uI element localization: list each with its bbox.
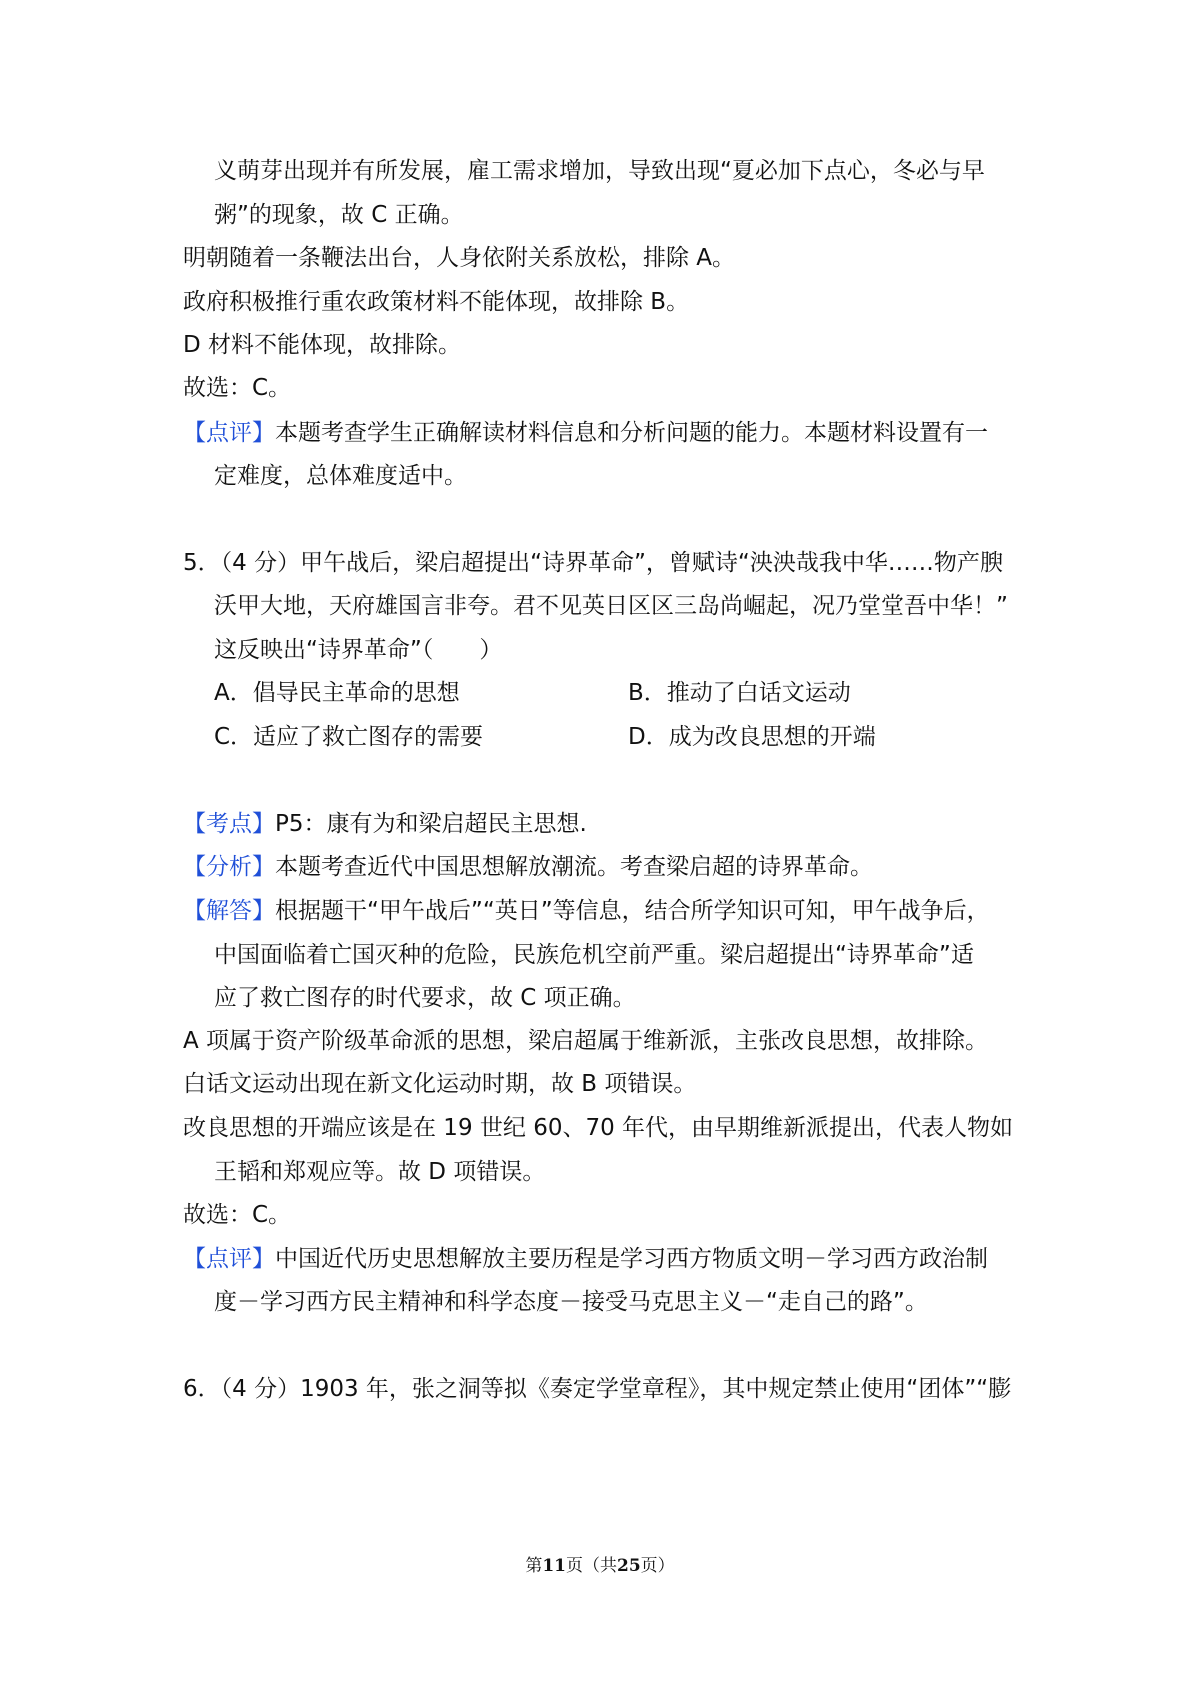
jieda-text: 根据题干“甲午战后”“英日”等信息，结合所学知识可知，甲午战争后， — [275, 898, 990, 924]
comment-text: 本题考查学生正确解读材料信息和分析问题的能力。本题材料设置有一 — [275, 420, 988, 446]
q5-option-c: C．适应了救亡图存的需要 — [214, 724, 484, 750]
prev-answer: 故选：C。 — [183, 375, 292, 401]
prev-analysis-line-2: 粥”的现象，故 C 正确。 — [214, 202, 464, 228]
prev-exclusion-d: D 材料不能体现，故排除。 — [183, 332, 462, 358]
q5-exclusion-b: 白话文运动出现在新文化运动时期，故 B 项错误。 — [183, 1071, 697, 1097]
q5-jieda — [183, 896, 990, 926]
q5-kaodian — [183, 809, 587, 839]
q5-dianping — [183, 1244, 988, 1274]
prev-exclusion-a: 明朝随着一条鞭法出台，人身依附关系放松，排除 A。 — [183, 245, 736, 271]
footer-prefix: 第 — [525, 1556, 543, 1576]
fenxi-tag: 【分析】 — [183, 854, 275, 880]
fenxi-text: 本题考查近代中国思想解放潮流。考查梁启超的诗界革命。 — [275, 854, 873, 880]
q5-stem-line-3: 这反映出“诗界革命”（ ） — [214, 637, 503, 663]
q5-exclusion-d-line-1: 改良思想的开端应该是在 19 世纪 60、70 年代，由早期维新派提出，代表人物如 — [183, 1115, 1014, 1141]
q5-options-row-2 — [214, 722, 974, 752]
q5-exclusion-d-line-2: 王韬和郑观应等。故 D 项错误。 — [214, 1159, 546, 1185]
kaodian-tag: 【考点】 — [183, 811, 275, 837]
q5-option-b: B．推动了白话文运动 — [628, 680, 851, 706]
footer-total-pages: 25 — [617, 1556, 641, 1576]
prev-analysis-line-1: 义萌芽出现并有所发展，雇工需求增加，导致出现“夏必加下点心，冬必与早 — [214, 158, 985, 184]
q5-stem-line-2: 沃甲大地，天府雄国言非夸。君不见英日区区三岛尚崛起，况乃堂堂吾中华！” — [214, 593, 1008, 619]
q5-exclusion-a: A 项属于资产阶级革命派的思想，梁启超属于维新派，主张改良思想，故排除。 — [183, 1028, 989, 1054]
prev-comment-line-2: 定难度，总体难度适中。 — [214, 463, 467, 489]
q5-fenxi — [183, 852, 873, 882]
kaodian-text: P5：康有为和梁启超民主思想. — [275, 811, 587, 837]
q5-dianping-line-2: 度－学习西方民主精神和科学态度－接受马克思主义－“走自己的路”。 — [214, 1289, 928, 1315]
q5-jieda-line-3: 应了救亡图存的时代要求，故 C 项正确。 — [214, 985, 636, 1011]
q6-stem-line-1: 6．（4 分）1903 年，张之洞等拟《奏定学堂章程》，其中规定禁止使用“团体”“膨 — [183, 1376, 1012, 1402]
dianping-text: 中国近代历史思想解放主要历程是学习西方物质文明－学习西方政治制 — [275, 1246, 988, 1272]
footer-middle: 页（共 — [566, 1556, 617, 1576]
prev-comment — [183, 418, 988, 448]
q5-answer: 故选：C。 — [183, 1202, 292, 1228]
jieda-tag: 【解答】 — [183, 898, 275, 924]
footer-suffix: 页） — [640, 1556, 675, 1576]
q5-jieda-line-2: 中国面临着亡国灭种的危险，民族危机空前严重。梁启超提出“诗界革命”适 — [214, 942, 974, 968]
prev-exclusion-b: 政府积极推行重农政策材料不能体现，故排除 B。 — [183, 289, 690, 315]
page-footer — [0, 1554, 1200, 1578]
dianping-tag: 【点评】 — [183, 1246, 275, 1272]
comment-tag: 【点评】 — [183, 420, 275, 446]
q5-options-row-1 — [214, 678, 974, 708]
q5-option-a: A．倡导民主革命的思想 — [214, 680, 460, 706]
q5-stem-line-1: 5．（4 分）甲午战后，梁启超提出“诗界革命”，曾赋诗“泱泱哉我中华……物产腴 — [183, 550, 1003, 576]
q5-option-d: D．成为改良思想的开端 — [628, 724, 876, 750]
footer-page-number: 11 — [542, 1556, 566, 1576]
